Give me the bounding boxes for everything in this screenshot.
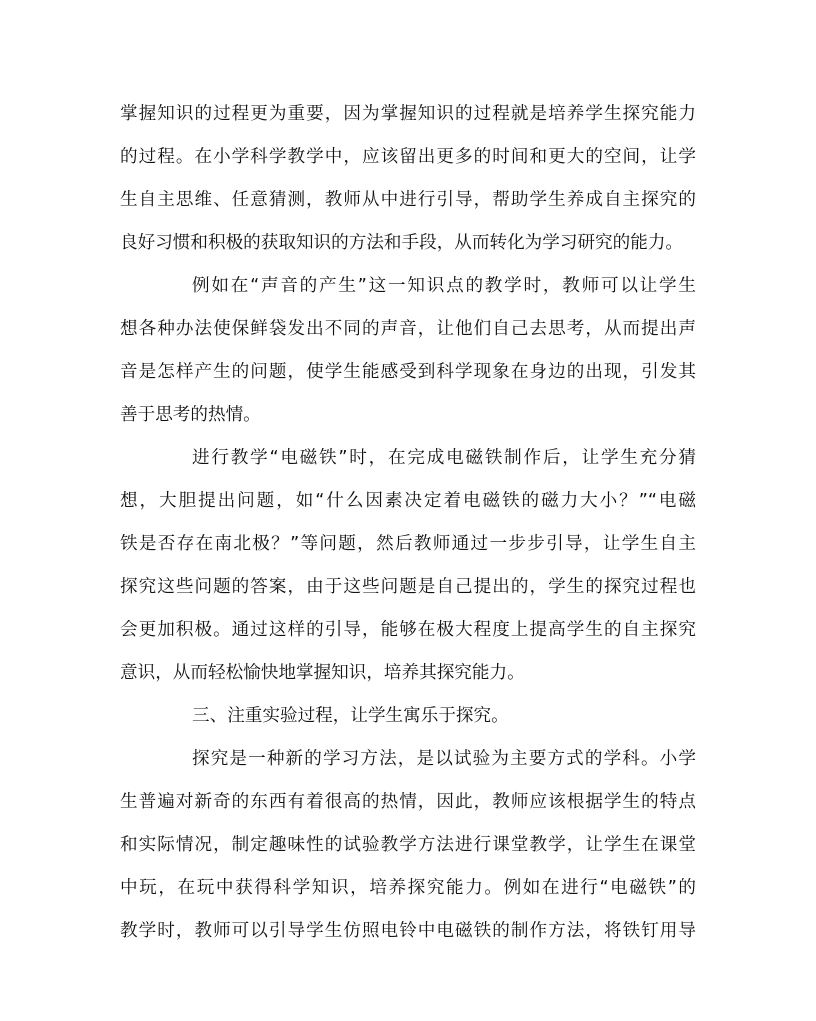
text-line: 善于思考的热情。 bbox=[120, 405, 261, 425]
text-line: 和实际情况，制定趣味性的试验教学方法进行课堂教学，让学生在课堂 bbox=[120, 835, 696, 855]
text-line: 掌握知识的过程更为重要，因为掌握知识的过程就是培养学生探究能力 bbox=[120, 104, 696, 124]
text-line: 良好习惯和积极的获取知识的方法和手段，从而转化为学习研究的能力。 bbox=[120, 233, 684, 253]
text-line: 想，大胆提出问题，如“什么因素决定着电磁铁的磁力大小？”“电磁 bbox=[120, 491, 696, 511]
text-line: 意识，从而轻松愉快地掌握知识，培养其探究能力。 bbox=[120, 663, 525, 683]
text-line: 生自主思维、任意猜测，教师从中进行引导，帮助学生养成自主探究的 bbox=[120, 190, 696, 210]
text-line: 的过程。在小学科学教学中，应该留出更多的时间和更大的空间，让学 bbox=[120, 147, 696, 167]
text-line: 探究这些问题的答案，由于这些问题是自己提出的，学生的探究过程也 bbox=[120, 577, 696, 597]
text-line: 中玩，在玩中获得科学知识，培养探究能力。例如在进行“电磁铁”的 bbox=[120, 878, 696, 898]
text-line: 想各种办法使保鲜袋发出不同的声音，让他们自己去思考，从而提出声 bbox=[120, 319, 696, 339]
section-heading: 三、注重实验过程，让学生寓乐于探究。 bbox=[192, 706, 509, 726]
text-line: 铁是否存在南北极？”等问题，然后教师通过一步步引导，让学生自主 bbox=[120, 534, 696, 554]
text-line: 教学时，教师可以引导学生仿照电铃中电磁铁的制作方法，将铁钉用导 bbox=[120, 921, 696, 941]
text-line: 生普遍对新奇的东西有着很高的热情，因此，教师应该根据学生的特点 bbox=[120, 792, 696, 812]
text-line: 会更加积极。通过这样的引导，能够在极大程度上提高学生的自主探究 bbox=[120, 620, 696, 640]
paragraph-first-line: 例如在“声音的产生”这一知识点的教学时，教师可以让学生 bbox=[192, 276, 696, 296]
paragraph-first-line: 进行教学“电磁铁”时，在完成电磁铁制作后，让学生充分猜 bbox=[192, 448, 696, 468]
text-line: 音是怎样产生的问题，使学生能感受到科学现象在身边的出现，引发其 bbox=[120, 362, 696, 382]
paragraph-first-line: 探究是一种新的学习方法，是以试验为主要方式的学科。小学 bbox=[192, 749, 696, 769]
